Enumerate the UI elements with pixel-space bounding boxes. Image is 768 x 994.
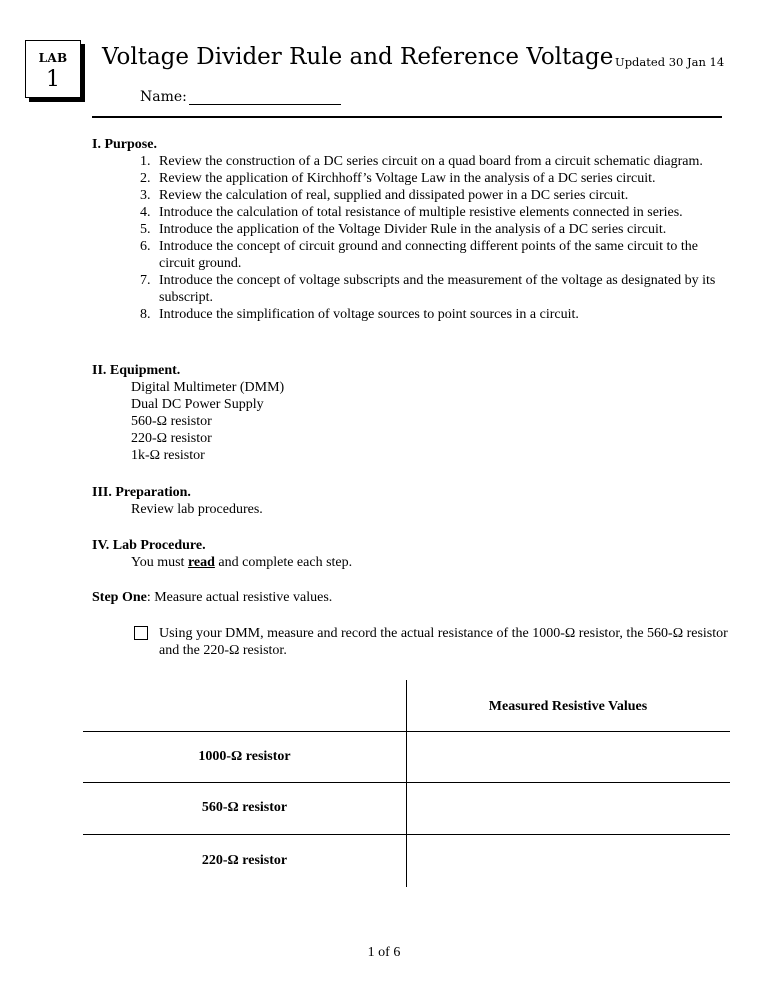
equipment-heading: II. Equipment. xyxy=(92,363,181,378)
step-one-label: Step One xyxy=(92,590,147,605)
step-one-task: Using your DMM, measure and record the actual resistance of the 1000-Ω resistor, the 560-Ω resistor and the 220-Ω resistor. xyxy=(159,626,728,658)
name-label: Name: xyxy=(140,89,187,105)
purpose-item: 1. Review the construction of a DC series circuit on a quad board from a circuit schematic diagram. xyxy=(140,154,703,169)
value-cell[interactable] xyxy=(406,731,730,782)
preparation-heading: III. Preparation. xyxy=(92,485,191,500)
equipment-item: Digital Multimeter (DMM) xyxy=(131,380,285,395)
procedure-text: You must read and complete each step. xyxy=(131,555,353,570)
row-label: 560-Ω resistor xyxy=(201,800,288,815)
preparation-text: Review lab procedures. xyxy=(131,502,263,517)
row-label: 1000-Ω resistor xyxy=(198,748,291,764)
name-line xyxy=(140,89,341,105)
measured-values-table xyxy=(83,680,730,887)
equipment-item: 1k-Ω resistor xyxy=(131,448,205,463)
lab-badge xyxy=(25,40,81,98)
purpose-list xyxy=(140,153,731,323)
lab-label: LAB xyxy=(38,51,68,65)
page-title: Voltage Divider Rule and Reference Voltage xyxy=(102,44,614,70)
purpose-item: 2. Review the application of Kirchhoff’s Voltage Law in the analysis of a DC series circuit. xyxy=(140,171,656,186)
equipment-item: 560-Ω resistor xyxy=(131,414,212,429)
lab-number: 1 xyxy=(46,67,60,92)
purpose-item: 6. Introduce the concept of circuit ground and connecting different points of the same circuit to the circuit ground. xyxy=(140,239,698,271)
purpose-heading: I. Purpose. xyxy=(92,137,157,152)
page-number: 1 of 6 xyxy=(367,945,401,960)
purpose-item: 8. Introduce the simplification of voltage sources to point sources in a circuit. xyxy=(140,307,579,322)
value-cell[interactable] xyxy=(406,834,730,887)
row-label: 220-Ω resistor xyxy=(201,852,288,868)
header-divider xyxy=(92,116,722,118)
value-cell[interactable] xyxy=(406,782,730,834)
updated-date: Updated 30 Jan 14 xyxy=(615,55,725,69)
name-field[interactable] xyxy=(189,89,341,105)
step-one-text: : Measure actual resistive values. xyxy=(146,590,333,605)
table-header-row xyxy=(83,680,730,731)
table-header: Measured Resistive Values xyxy=(488,698,648,714)
purpose-item: 7. Introduce the concept of voltage subscripts and the measurement of the voltage as designated by its subscript. xyxy=(140,273,716,305)
table-row xyxy=(83,782,730,834)
equipment-list xyxy=(131,379,284,464)
step-one-line xyxy=(92,589,332,606)
equipment-item: Dual DC Power Supply xyxy=(131,397,264,412)
table-row xyxy=(83,834,730,887)
step-one-checkbox[interactable] xyxy=(134,626,148,640)
purpose-item: 5. Introduce the application of the Voltage Divider Rule in the analysis of a DC series circuit. xyxy=(140,222,667,237)
purpose-item: 3. Review the calculation of real, supplied and dissipated power in a DC series circuit. xyxy=(140,188,629,203)
table-row xyxy=(83,731,730,782)
purpose-item: 4. Introduce the calculation of total resistance of multiple resistive elements connected in series. xyxy=(140,205,683,220)
procedure-heading: IV. Lab Procedure. xyxy=(92,538,206,553)
read-emphasis: read xyxy=(187,555,215,570)
equipment-item: 220-Ω resistor xyxy=(131,431,212,446)
